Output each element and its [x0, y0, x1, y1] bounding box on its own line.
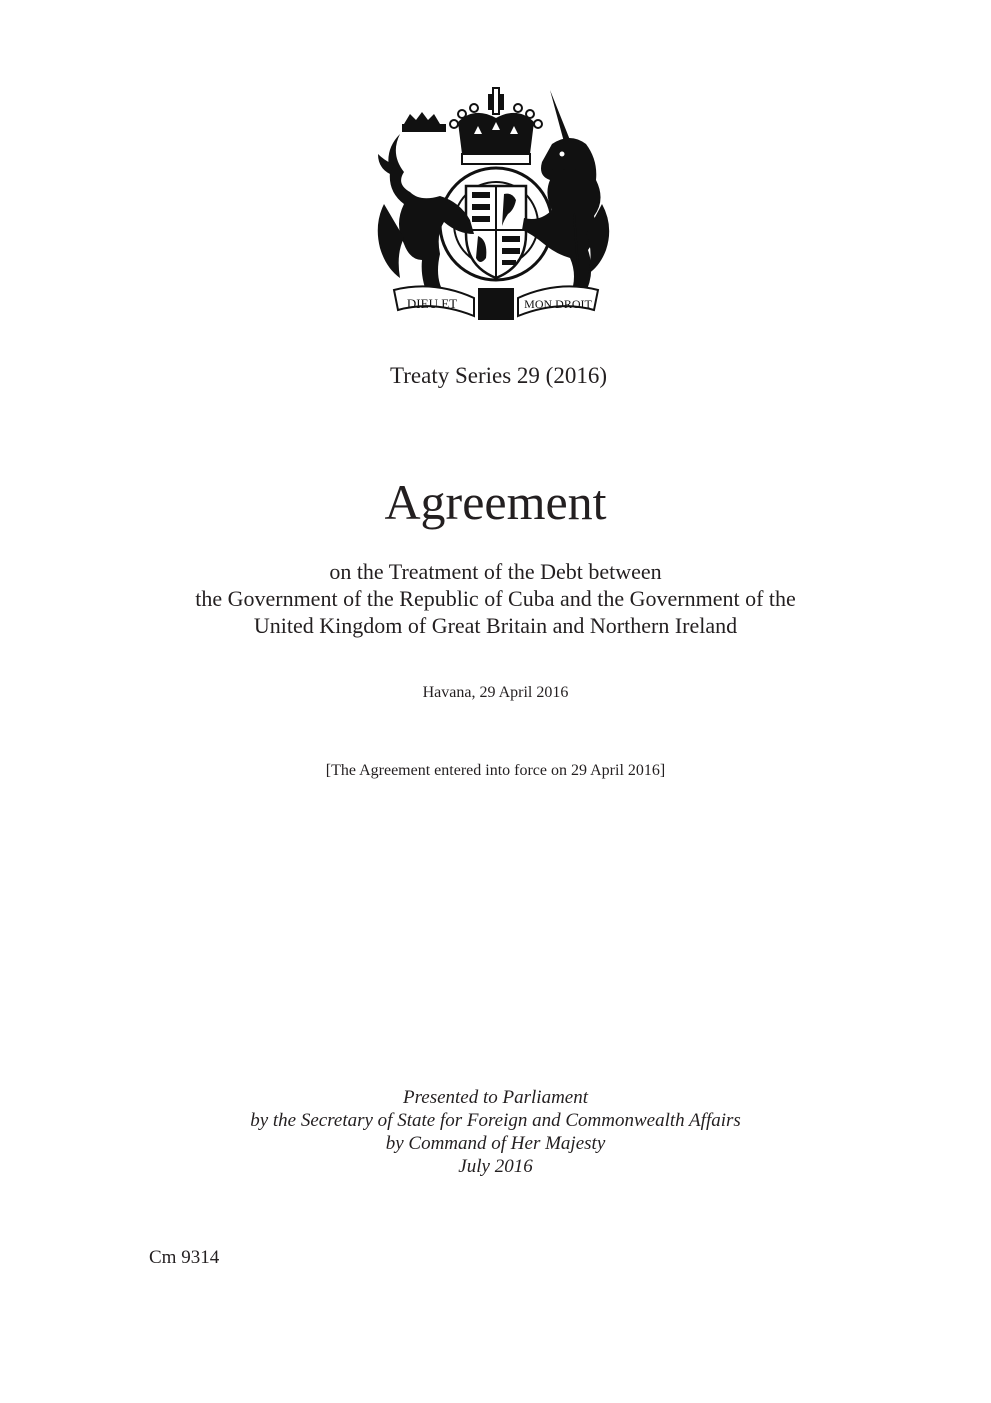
- presentation-line: Presented to Parliament: [402, 1087, 589, 1108]
- presentation-line: July 2016: [458, 1156, 533, 1177]
- presentation-statement: [0, 1086, 991, 1178]
- place-and-date: Havana, 29 April 2016: [422, 684, 569, 701]
- presentation-line: by the Secretary of State for Foreign and Commonwealth Affairs: [250, 1110, 741, 1131]
- document-subtitle: [0, 558, 991, 639]
- command-paper-number: Cm 9314: [149, 1247, 220, 1268]
- entry-into-force-note: [The Agreement entered into force on 29 April 2016]: [325, 762, 666, 779]
- presentation-line: by Command of Her Majesty: [385, 1133, 606, 1154]
- subtitle-line: on the Treatment of the Debt between: [329, 559, 662, 584]
- subtitle-line: the Government of the Republic of Cuba and the Government of the: [195, 586, 796, 611]
- motto-right-text: MON DROIT: [524, 297, 592, 311]
- treaty-series-label: Treaty Series 29 (2016): [390, 363, 607, 388]
- document-title: Agreement: [384, 474, 607, 530]
- subtitle-line: United Kingdom of Great Britain and Northern Ireland: [253, 613, 738, 638]
- motto-left-text: DIEU ET: [406, 296, 458, 311]
- royal-coat-of-arms-icon: [374, 84, 618, 336]
